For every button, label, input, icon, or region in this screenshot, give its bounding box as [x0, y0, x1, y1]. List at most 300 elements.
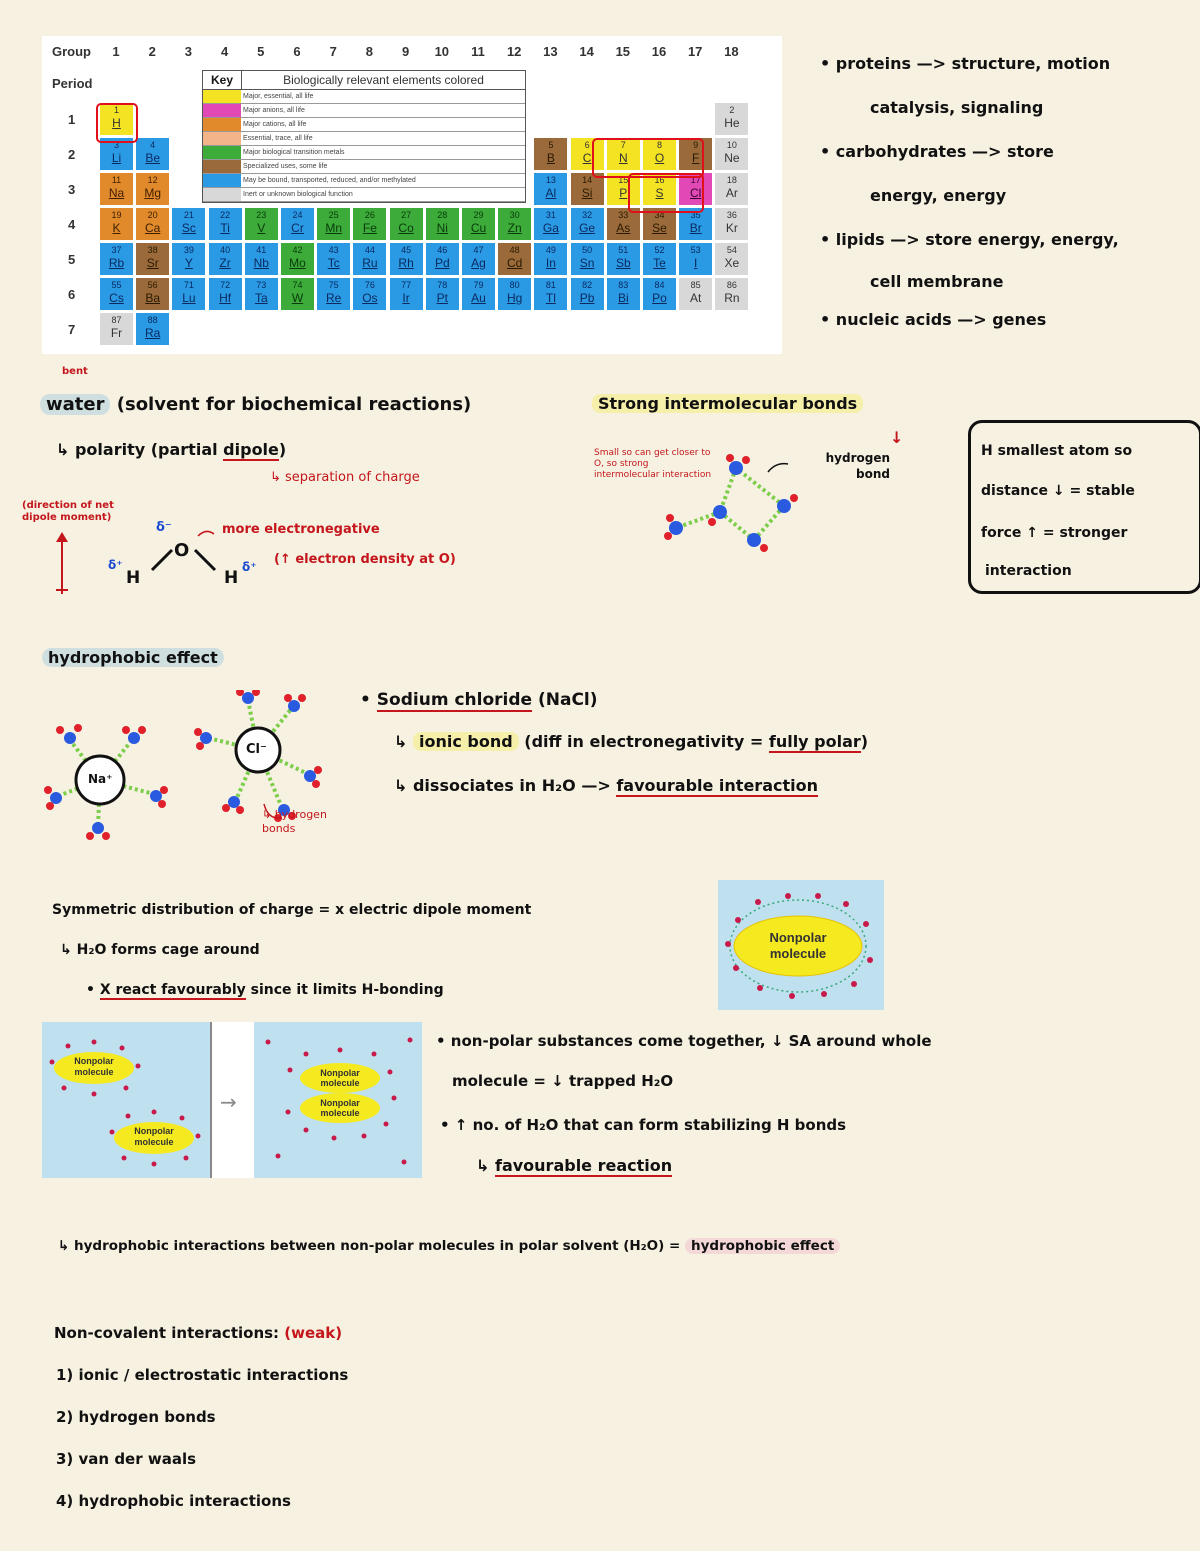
- element-cell: [136, 243, 169, 275]
- polarity-prefix: ↳ polarity (partial: [56, 440, 224, 459]
- element-cell: [281, 208, 314, 240]
- favourable-prefix: ↳: [476, 1156, 495, 1175]
- element-cell: [136, 138, 169, 170]
- small-atom-note: Small so can get closer to O, so strong intermolecular interaction: [594, 448, 712, 480]
- element-cell: [679, 278, 712, 310]
- aggregated-molecule-label-1: Nonpolar molecule: [320, 1068, 360, 1088]
- element-cell: [100, 243, 133, 275]
- carbohydrates-line-2: energy, energy: [870, 186, 1007, 205]
- atomic-number: 31: [545, 210, 556, 220]
- atomic-number: 79: [473, 280, 484, 290]
- atomic-number: 26: [364, 210, 375, 220]
- atomic-number: 3: [113, 140, 119, 150]
- atomic-number: 20: [147, 210, 158, 220]
- group-label: Group: [52, 44, 91, 59]
- group-number: 15: [615, 44, 631, 59]
- group-number: 4: [220, 44, 229, 59]
- element-cell: [100, 278, 133, 310]
- element-cell: [100, 208, 133, 240]
- hydrogen-left: H: [126, 568, 141, 588]
- not-react-text: X react favourably: [99, 982, 246, 998]
- element-symbol: Fe: [362, 221, 377, 235]
- aggregated-molecules-panel: [254, 1022, 422, 1178]
- separation-note: ↳ separation of charge: [270, 470, 420, 485]
- element-symbol: C: [582, 151, 592, 165]
- element-symbol: Ne: [724, 151, 740, 165]
- period-number: 5: [68, 252, 76, 267]
- element-cell: [390, 243, 423, 275]
- bent-note: bent: [62, 366, 88, 377]
- element-symbol: Cu: [470, 221, 487, 235]
- cl-ion-label: Cl⁻: [246, 742, 267, 757]
- element-symbol: Sb: [615, 256, 631, 270]
- group-number: 13: [543, 44, 558, 59]
- key-swatch: [203, 160, 241, 173]
- water-heading-rest: (solvent for biochemical reactions): [116, 394, 472, 415]
- favourable-reaction-text: favourable reaction: [494, 1156, 673, 1175]
- hydrogen-bond-label: hydrogen bond: [825, 451, 890, 481]
- group-number: 17: [687, 44, 703, 59]
- element-symbol: Rh: [398, 256, 414, 270]
- electronegative-pointer: [198, 531, 214, 536]
- element-symbol: Ca: [145, 221, 161, 235]
- element-symbol: Cl: [690, 186, 702, 200]
- atomic-number: 49: [545, 245, 556, 255]
- key-row: [203, 160, 525, 174]
- atomic-number: 16: [654, 175, 665, 185]
- element-cell: [245, 278, 278, 310]
- atomic-number: 46: [437, 245, 448, 255]
- element-cell: [571, 243, 604, 275]
- atomic-number: 56: [147, 280, 158, 290]
- element-symbol: Re: [326, 291, 342, 305]
- atomic-number: 50: [582, 245, 593, 255]
- element-symbol: Sr: [146, 256, 159, 270]
- h-smallest-atom-box: [968, 420, 1200, 594]
- element-symbol: Zn: [507, 221, 522, 235]
- key-row: [203, 132, 525, 146]
- atomic-number: 87: [111, 315, 122, 325]
- polarity-suffix: ): [278, 440, 287, 459]
- element-cell: [136, 208, 169, 240]
- element-symbol: Se: [652, 221, 667, 235]
- down-arrow-mark: ↓: [890, 428, 904, 447]
- nonpolar-cage-figure: [718, 880, 884, 1010]
- more-h2o-line: • ↑ no. of H₂O that can form stabilizing H bonds: [440, 1116, 847, 1134]
- atomic-number: 44: [364, 245, 375, 255]
- element-symbol: Os: [362, 291, 378, 305]
- limits-text: since it limits H-bonding: [245, 982, 444, 998]
- element-cell: [281, 243, 314, 275]
- group-number: 5: [257, 44, 265, 59]
- fully-polar-text: fully polar: [768, 732, 861, 751]
- key-swatch: [203, 132, 241, 145]
- not-react-bullet: •: [86, 982, 100, 998]
- element-cell: [426, 243, 459, 275]
- atomic-number: 53: [690, 245, 701, 255]
- element-symbol: Zr: [219, 256, 231, 270]
- atomic-number: 5: [548, 140, 554, 150]
- key-label: Major biological transition metals: [243, 149, 345, 156]
- element-symbol: Co: [398, 221, 414, 235]
- cage-line: ↳ H₂O forms cage around: [60, 942, 260, 958]
- element-symbol: Sn: [579, 256, 595, 270]
- element-cell: [715, 138, 748, 170]
- atomic-number: 18: [726, 175, 737, 185]
- atomic-number: 71: [183, 280, 194, 290]
- element-symbol: Nb: [253, 256, 269, 270]
- element-symbol: N: [618, 151, 628, 165]
- atomic-number: 12: [147, 175, 158, 185]
- element-cell: [643, 243, 676, 275]
- atomic-number: 84: [654, 280, 665, 290]
- atomic-number: 47: [473, 245, 484, 255]
- highlight-box-ps: [628, 173, 704, 213]
- atomic-number: 9: [693, 140, 699, 150]
- hydrogen-right: H: [224, 568, 239, 588]
- separate-molecules-svg: [42, 1022, 210, 1178]
- atomic-number: 51: [618, 245, 629, 255]
- key-row: [203, 118, 525, 132]
- element-symbol: Si: [581, 186, 593, 200]
- atomic-number: 14: [582, 175, 593, 185]
- element-symbol: Hf: [219, 291, 232, 305]
- element-cell: [353, 278, 386, 310]
- element-symbol: Pb: [579, 291, 595, 305]
- delta-plus-left: δ⁺: [108, 558, 123, 572]
- atomic-number: 15: [618, 175, 629, 185]
- element-symbol: Ge: [579, 221, 596, 235]
- separate-molecules-panel: [42, 1022, 210, 1178]
- element-symbol: K: [112, 221, 121, 235]
- group-number: 18: [724, 44, 739, 59]
- dipole-direction-note: (direction of net dipole moment): [22, 500, 114, 523]
- element-symbol: Te: [653, 256, 666, 270]
- ionic-bond-text: ionic bond: [413, 732, 519, 751]
- element-cell: [317, 208, 350, 240]
- key-row: [203, 90, 525, 104]
- element-symbol: Ag: [471, 256, 486, 270]
- group-number: 1: [112, 44, 120, 59]
- element-cell: [715, 208, 748, 240]
- atomic-number: 28: [437, 210, 448, 220]
- element-symbol: Sc: [181, 221, 196, 235]
- group-number: 8: [365, 44, 373, 59]
- dipole-arrowhead: [56, 532, 68, 542]
- element-cell: [715, 243, 748, 275]
- element-symbol: Y: [184, 256, 193, 270]
- element-symbol: Mg: [144, 186, 162, 200]
- element-symbol: P: [619, 186, 628, 200]
- na-ion-label: Na⁺: [88, 772, 113, 786]
- atomic-number: 30: [509, 210, 520, 220]
- ionic-prefix: ↳: [394, 732, 413, 751]
- key-row: [203, 104, 525, 118]
- atomic-number: 33: [618, 210, 629, 220]
- carbohydrates-line: • carbohydrates —> store: [820, 142, 1054, 161]
- atomic-number: 86: [726, 280, 737, 290]
- noncovalent-heading-text: Non-covalent interactions:: [54, 1324, 285, 1342]
- element-cell: [100, 173, 133, 205]
- atomic-number: 10: [726, 140, 737, 150]
- period-number: 4: [68, 217, 76, 232]
- atomic-number: 24: [292, 210, 303, 220]
- periodic-table: [42, 36, 782, 354]
- element-cell: [462, 278, 495, 310]
- element-symbol: Au: [471, 291, 486, 305]
- box-line-2: distance ↓ = stable: [981, 483, 1135, 499]
- element-cell: [498, 208, 531, 240]
- box-line-4: interaction: [985, 563, 1072, 579]
- group-number: 14: [579, 44, 594, 59]
- element-cell: [209, 208, 242, 240]
- key-label: Specialized uses, some life: [243, 163, 328, 170]
- element-symbol: W: [291, 291, 304, 305]
- atomic-number: 78: [437, 280, 448, 290]
- strong-bonds-heading-text: Strong intermolecular bonds: [592, 394, 863, 413]
- nacl-title-line: [360, 690, 598, 710]
- element-cell: [679, 243, 712, 275]
- separate-molecule-label-2: Nonpolar molecule: [134, 1126, 174, 1147]
- element-symbol: Xe: [724, 256, 740, 270]
- key-swatch: [203, 174, 241, 187]
- group-number: 9: [401, 44, 410, 59]
- element-symbol: Cs: [109, 291, 124, 305]
- ionic-bond-line: [394, 732, 868, 751]
- proteins-line: • proteins —> structure, motion: [820, 54, 1111, 73]
- element-cell: [390, 278, 423, 310]
- element-symbol: Ar: [725, 186, 738, 200]
- group-number: 16: [651, 44, 667, 59]
- strong-bonds-heading: [592, 394, 863, 413]
- atomic-number: 82: [582, 280, 593, 290]
- atomic-number: 77: [401, 280, 412, 290]
- atomic-number: 38: [147, 245, 158, 255]
- element-cell: [281, 278, 314, 310]
- summary-line: [58, 1238, 840, 1254]
- element-cell: [534, 243, 567, 275]
- atomic-number: 1: [113, 105, 119, 115]
- atomic-number: 43: [328, 245, 339, 255]
- atomic-number: 41: [256, 245, 267, 255]
- element-cell: [534, 173, 567, 205]
- element-symbol: Tl: [545, 291, 556, 305]
- element-cell: [534, 208, 567, 240]
- group-number: 2: [148, 44, 156, 59]
- element-symbol: Ir: [402, 291, 410, 305]
- favourable-interaction-text: favourable interaction: [616, 776, 818, 795]
- element-cell: [426, 278, 459, 310]
- atomic-number: 80: [509, 280, 520, 290]
- period-number: 3: [68, 182, 76, 197]
- oxygen-atom: O: [174, 540, 190, 561]
- element-cell: [353, 208, 386, 240]
- element-cell: [607, 278, 640, 310]
- key-row: [203, 188, 525, 202]
- element-symbol: S: [655, 186, 664, 200]
- element-symbol: Ti: [220, 221, 230, 235]
- element-cell: [136, 278, 169, 310]
- element-cell: [136, 173, 169, 205]
- oh-bond-left: [152, 550, 172, 570]
- key-row: [203, 146, 525, 160]
- period-label: Period: [52, 76, 93, 91]
- element-symbol: Be: [145, 151, 161, 165]
- hydrophobic-heading-text: hydrophobic effect: [42, 648, 224, 667]
- element-symbol: Bi: [617, 291, 629, 305]
- period-number: 7: [68, 322, 76, 337]
- key-subtitle: Biologically relevant elements colored: [283, 73, 484, 87]
- element-symbol: Tc: [327, 256, 340, 270]
- highlight-box-h: [96, 103, 138, 143]
- element-cell: [426, 208, 459, 240]
- element-cell: [245, 243, 278, 275]
- atomic-number: 36: [726, 210, 737, 220]
- come-together-line: • non-polar substances come together, ↓ SA around whole: [436, 1032, 932, 1050]
- element-symbol: Ta: [254, 291, 268, 305]
- aggregated-molecule-label-2: Nonpolar molecule: [320, 1098, 360, 1118]
- element-cell: [209, 243, 242, 275]
- atomic-number: 29: [473, 210, 484, 220]
- summary-prefix: ↳ hydrophobic interactions between non-polar molecules in polar solvent (H₂O) =: [58, 1238, 686, 1254]
- atomic-number: 45: [401, 245, 412, 255]
- element-symbol: Po: [652, 291, 667, 305]
- water-hbond-network: [660, 452, 800, 562]
- cage-molecule-label: Nonpolar molecule: [769, 930, 827, 961]
- element-cell: [534, 278, 567, 310]
- element-cell: [534, 138, 567, 170]
- atomic-number: 35: [690, 210, 701, 220]
- element-cell: [317, 243, 350, 275]
- element-symbol: Br: [689, 221, 702, 235]
- water-heading-word: water: [40, 394, 110, 415]
- nacl-formula: (NaCl): [537, 690, 598, 710]
- atomic-number: 52: [654, 245, 665, 255]
- noncovalent-heading: [54, 1324, 342, 1342]
- ion-hbond-note: ↳ hydrogen bonds: [262, 808, 327, 835]
- period-number: 6: [68, 287, 76, 302]
- element-symbol: At: [690, 291, 702, 305]
- atomic-number: 23: [256, 210, 267, 220]
- delta-minus: δ⁻: [156, 520, 172, 535]
- group-number: 7: [329, 44, 337, 59]
- element-cell: [172, 243, 205, 275]
- element-symbol: Fr: [110, 326, 123, 340]
- element-cell: [136, 313, 169, 345]
- element-symbol: He: [724, 116, 740, 130]
- atomic-number: 19: [111, 210, 122, 220]
- element-symbol: Ru: [362, 256, 378, 270]
- noncovalent-item-3: 3) van der waals: [56, 1450, 197, 1468]
- periodic-table-key: [202, 70, 526, 203]
- atomic-number: 37: [111, 245, 122, 255]
- atomic-number: 42: [292, 245, 303, 255]
- element-cell: [571, 278, 604, 310]
- noncovalent-weak: (weak): [284, 1324, 343, 1342]
- atomic-number: 13: [545, 175, 556, 185]
- element-cell: [462, 208, 495, 240]
- atomic-number: 73: [256, 280, 267, 290]
- element-symbol: O: [654, 151, 665, 165]
- element-symbol: As: [616, 221, 631, 235]
- group-number: 11: [471, 44, 485, 59]
- element-symbol: Ga: [542, 221, 559, 235]
- element-cell: [245, 208, 278, 240]
- group-number: 3: [184, 44, 192, 59]
- element-symbol: Rn: [724, 291, 740, 305]
- element-symbol: Pd: [434, 256, 450, 270]
- group-number: 6: [293, 44, 301, 59]
- key-label: Major anions, all life: [243, 107, 305, 114]
- delta-plus-right: δ⁺: [242, 560, 257, 574]
- water-heading: [40, 394, 471, 415]
- atomic-number: 72: [220, 280, 231, 290]
- element-symbol: Hg: [507, 291, 523, 305]
- key-swatch: [203, 104, 241, 117]
- element-cell: [462, 243, 495, 275]
- element-symbol: Na: [108, 186, 125, 200]
- ionic-mid: (diff in electronegativity =: [518, 732, 769, 751]
- symmetric-distribution-line: Symmetric distribution of charge = x electric dipole moment: [52, 902, 532, 918]
- nacl-title: Sodium chloride: [376, 690, 533, 710]
- separate-molecule-label-1: Nonpolar molecule: [74, 1056, 114, 1077]
- favourable-reaction-line: [476, 1156, 672, 1175]
- key-swatch: [203, 146, 241, 159]
- box-line-1: H smallest atom so: [981, 443, 1133, 459]
- dissociates-text: ↳ dissociates in H₂O —>: [394, 776, 617, 795]
- element-symbol: Ni: [436, 221, 448, 235]
- ionic-suffix: ): [860, 732, 869, 751]
- atomic-number: 83: [618, 280, 629, 290]
- element-symbol: Kr: [725, 221, 738, 235]
- element-symbol: Rb: [108, 256, 125, 270]
- atomic-number: 25: [328, 210, 339, 220]
- atomic-number: 32: [582, 210, 593, 220]
- key-row: [203, 174, 525, 188]
- atomic-number: 88: [147, 315, 158, 325]
- element-symbol: Mn: [325, 221, 343, 235]
- element-symbol: In: [545, 256, 556, 270]
- dissociates-line: [394, 776, 818, 795]
- atomic-number: 75: [328, 280, 339, 290]
- element-cell: [571, 208, 604, 240]
- noncovalent-item-2: 2) hydrogen bonds: [56, 1408, 216, 1426]
- atomic-number: 54: [726, 245, 737, 255]
- group-number: 12: [506, 44, 522, 59]
- element-cell: [715, 278, 748, 310]
- period-number: 1: [68, 112, 76, 127]
- not-react-line: [86, 982, 444, 998]
- atomic-number: 11: [111, 175, 122, 185]
- oh-bond-right: [195, 550, 215, 570]
- more-electronegative-note: more electronegative: [222, 522, 380, 537]
- element-cell: [715, 173, 748, 205]
- element-cell: [317, 278, 350, 310]
- key-label: Major cations, all life: [243, 121, 307, 128]
- atomic-number: 7: [620, 140, 626, 150]
- hydrophobic-heading: [42, 648, 224, 667]
- highlight-box-cno: [592, 138, 704, 178]
- nucleic-acids-line: • nucleic acids —> genes: [820, 310, 1047, 329]
- element-symbol: Ba: [145, 291, 161, 305]
- electron-density-note: (↑ electron density at O): [274, 552, 456, 567]
- proteins-line-2: catalysis, signaling: [870, 98, 1044, 117]
- element-cell: [715, 103, 748, 135]
- key-swatch: [203, 90, 241, 103]
- box-line-3: force ↑ = stronger: [981, 525, 1128, 541]
- atomic-number: 39: [183, 245, 194, 255]
- atomic-number: 4: [150, 140, 156, 150]
